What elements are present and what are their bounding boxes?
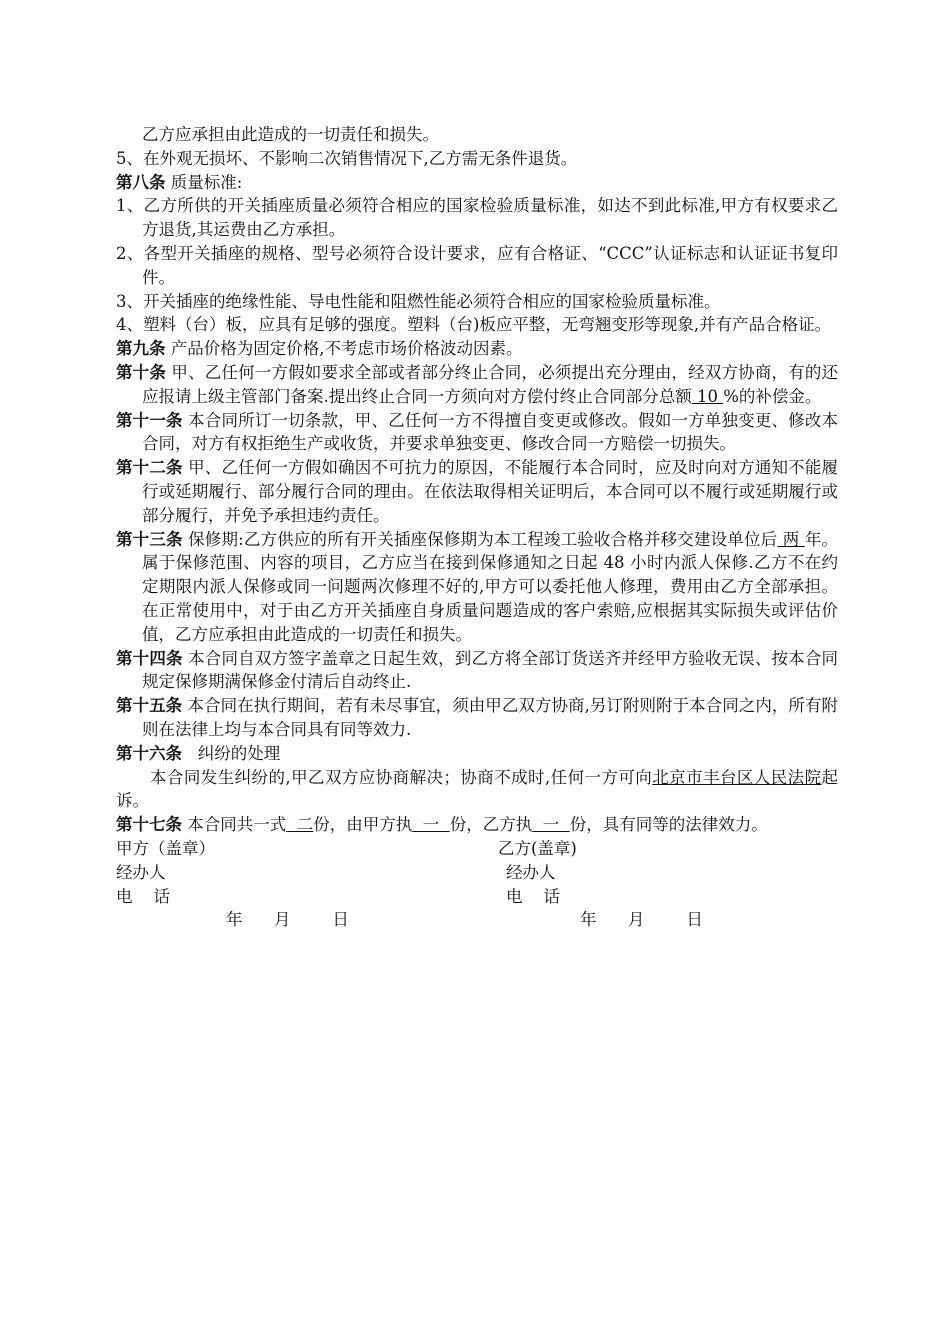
article-14-label: 第十四条: [116, 648, 183, 668]
party-b-seal-label: 乙方(盖章): [498, 838, 577, 858]
party-b-phone-label: 电 话: [506, 886, 560, 906]
article-17: 第十七条 本合同共一式 二份，由甲方执 一 份，乙方执 一 份，具有同等的法律效力。: [116, 815, 768, 835]
article-11: 第十一条 本合同所订一切条款，甲、乙任何一方不得擅自变更或修改。假如一方单独变更、修改本合同，对方有权拒绝生产或收货，并要求单独变更、修改合同一方赔偿一切损失。: [116, 410, 839, 454]
court-name: 北京市丰台区人民法院: [652, 767, 822, 787]
article-8-item-4: 4、塑料（台）板，应具有足够的强度。塑料（台)板应平整，无弯翘变形等现象,并有产品合格证。: [116, 315, 832, 335]
paragraph-continuation: 乙方应承担由此造成的一切责任和损失。: [142, 125, 439, 144]
signature-row-date: [116, 908, 838, 932]
signature-row-phone: [116, 885, 838, 909]
party-a-agent-label: 经办人: [116, 862, 166, 882]
article-8-item-1: 1、乙方所供的开关插座质量必须符合相应的国家检验质量标准，如达不到此标准,甲方有权要求乙方退货,其运费由乙方承担。: [116, 196, 838, 240]
article-15: 第十五条 本合同在执行期间，若有未尽事宜，须由甲乙双方协商,另订附则附于本合同之内，所有附则在法律上均与本合同具有同等效力.: [116, 696, 838, 739]
article-8-item-3: 3、开关插座的绝缘性能、导电性能和阻燃性能必须符合相应的国家检验质量标准。: [116, 291, 721, 311]
article-13: 第十三条 保修期:乙方供应的所有开关插座保修期为本工程竣工验收合格并移交建设单位后 两 年。属于保修范围、内容的项目，乙方应当在接到保修通知之日起 48 小时内派人保修.乙方不在约定期限内派人保修或同一问题两次修理不好的,甲方可以委托他人修理，费用由乙方全部承担。在正常使用中，对于由乙方开关插座自身质量问题造成的客户索赔,应根据其实际损失或评估价值，乙方应承担由此造成的一切责任和损失。: [116, 529, 838, 644]
article-15-label: 第十五条: [116, 696, 183, 716]
party-a-seal-label: 甲方（盖章）: [116, 838, 215, 858]
contract-page: [116, 123, 838, 932]
article-12-label: 第十二条: [116, 458, 183, 478]
copies-party-b: 一: [532, 815, 570, 835]
article-13-label: 第十三条: [116, 529, 183, 549]
party-a-phone-label: 电 话: [116, 886, 170, 906]
compensation-percent: 10: [691, 386, 724, 406]
article-10-label: 第十条: [116, 362, 167, 382]
clause-item-5: 5、在外观无损坏、不影响二次销售情况下,乙方需无条件退货。: [116, 148, 578, 168]
article-16-body: 本合同发生纠纷的,甲乙双方应协商解决；协商不成时,任何一方可向北京市丰台区人民法院起诉。: [116, 767, 839, 811]
party-b-date: 年 月 日: [580, 910, 703, 930]
copies-party-a: 一: [412, 815, 450, 835]
article-14: 第十四条 本合同自双方签字盖章之日起生效，到乙方将全部订货送齐并经甲方验收无误、按本合同规定保修期满保修金付清后自动终止.: [116, 648, 839, 692]
article-12: 第十二条 甲、乙任何一方假如确因不可抗力的原因，不能履行本合同时，应及时向对方通知不能履行或延期履行、部分履行合同的理由。在依法取得相关证明后，本合同可以不履行或延期履行或部分履行，并免予承担违约责任。: [116, 458, 839, 525]
article-9-label: 第九条: [116, 339, 166, 359]
article-16-label: 第十六条: [116, 743, 182, 763]
article-8-item-2: 2、各型开关插座的规格、型号必须符合设计要求，应有合格证、“CCC”认证标志和认证证书复印件。: [116, 243, 838, 287]
article-10: 第十条 甲、乙任何一方假如要求全部或者部分终止合同，必须提出充分理由，经双方协商，有的还应报请上级主管部门备案.提出终止合同一方须向对方偿付终止合同部分总额 10 %的补偿金。: [116, 362, 839, 406]
article-9: 第九条 产品价格为固定价格,不考虑市场价格波动因素。: [116, 339, 523, 359]
article-17-label: 第十七条: [116, 815, 182, 835]
article-16-heading: 第十六条 纠纷的处理: [116, 743, 281, 763]
party-a-date: 年 月 日: [226, 910, 349, 930]
warranty-years: 两: [777, 529, 805, 549]
copies-total: 二: [286, 815, 314, 835]
article-8-heading: 第八条 质量标准:: [116, 172, 243, 192]
article-8-label: 第八条: [116, 172, 166, 192]
signature-row-agent: [116, 861, 838, 885]
article-11-label: 第十一条: [116, 410, 183, 430]
party-b-agent-label: 经办人: [506, 862, 556, 882]
signature-row-party: [116, 837, 838, 861]
